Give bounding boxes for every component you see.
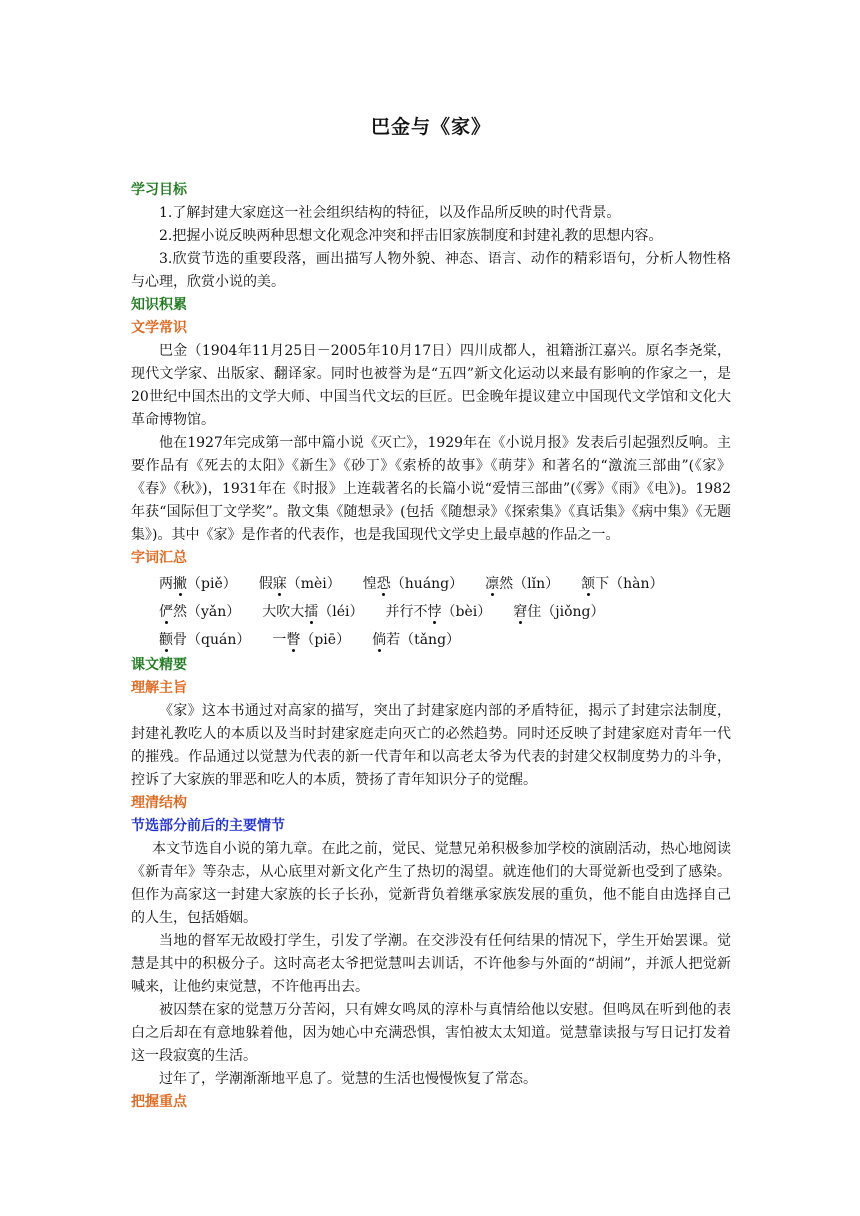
vocab-item-prefix: 假	[258, 576, 273, 592]
knowledge-heading: 知识积累	[131, 297, 187, 313]
vocab-item	[513, 604, 604, 620]
vocab-item-dotted-char: 寐	[272, 576, 287, 592]
page-title: 巴金与《家》	[370, 116, 491, 138]
vocab-item	[159, 632, 250, 648]
vocab-item-prefix: 惶	[362, 576, 377, 592]
vocab-item-dotted-char: 凛	[485, 576, 500, 592]
vocab-item-suffix: 然（lǐn）	[499, 576, 560, 592]
goal-item-3: 3.欣赏节选的重要段落，画出描写人物外貌、神态、语言、动作的精彩语句，分析人物性格与心理，欣赏小说的美。	[131, 251, 731, 290]
vocab-item	[485, 576, 559, 592]
vocab-item	[262, 604, 363, 620]
vocab-item-suffix: 然（yǎn）	[173, 604, 241, 620]
literature-paragraph-2: 他在1927年完成第一部中篇小说《灭亡》，1929年在《小说月报》发表后引起强烈反响。主要作品有《死去的太阳》《新生》《砂丁》《索桥的故事》《萌芽》和著名的“激流三部曲”(《家》《春》《秋》)，1931年在《时报》上连载著名的长篇小说“爱情三部曲”(《雾》《雨》《电》)。1982年获“国际但丁文学奖”。散文集《随想录》(包括《随想录》《探索集》《真话集》《病中集》《无题集》)。其中《家》是作者的代表作，也是我国现代文学史上最卓越的作品之一。	[131, 435, 731, 543]
vocab-item	[159, 576, 237, 592]
vocab-item-suffix: （piě）	[187, 576, 237, 592]
vocab-item-suffix: 若（tǎng）	[386, 632, 461, 648]
theme-heading: 理解主旨	[131, 680, 187, 696]
vocab-item	[259, 576, 341, 592]
vocab-item-suffix: （mèi）	[286, 576, 341, 592]
vocab-item-dotted-char: 颧	[159, 632, 173, 648]
plot-paragraph-3: 被囚禁在家的觉慧万分苦闷，只有婢女鸣凤的淳朴与真情给他以安慰。但鸣凤在听到他的表白之后却在有意地躲着他，因为她心中充满恐惧，害怕被太太知道。觉慧靠读报与写日记打发着这一段寂寞的生活。	[131, 1002, 731, 1064]
goals-heading: 学习目标	[131, 182, 187, 198]
vocab-item-dotted-char: 瞥	[286, 632, 301, 648]
plot-paragraph-1: 本文节选自小说的第九章。在此之前，觉民、觉慧兄弟积极参加学校的演剧活动，热心地阅读《新青年》等杂志，从心底里对新文化产生了热切的渴望。就连他们的大哥觉新也受到了感染。但作为高家这一封建大家族的长子长孙，觉新背负着继承家族发展的重负，他不能自由选择自己的人生，包括婚姻。	[131, 841, 731, 926]
vocab-row	[131, 598, 731, 626]
plot-paragraph-2: 当地的督军无故殴打学生，引发了学潮。在交涉没有任何结果的情况下，学生开始罢课。觉慧是其中的积极分子。这时高老太爷把觉慧叫去训话，不许他参与外面的“胡闹”，并派人把觉新喊来，让他约束觉慧，不许他再出去。	[131, 933, 731, 995]
vocab-item	[363, 576, 463, 592]
vocab-item-prefix: 并行不	[385, 604, 428, 620]
document-page	[131, 112, 731, 1114]
vocab-item-suffix: （piē）	[300, 632, 351, 648]
vocab-item-dotted-char: 俨	[159, 604, 173, 620]
vocab-item	[581, 576, 663, 592]
vocab-item	[272, 632, 350, 648]
vocab-item-dotted-char: 撇	[173, 576, 187, 592]
vocab-item-suffix: 住（jiǒng）	[527, 604, 605, 620]
vocab-item-dotted-char: 恐	[376, 576, 391, 592]
vocab-row	[131, 570, 731, 598]
vocab-item	[159, 604, 240, 620]
plot-heading: 节选部分前后的主要情节	[131, 818, 285, 834]
structure-heading: 理清结构	[131, 795, 187, 811]
vocab-item-dotted-char: 悖	[427, 604, 442, 620]
vocab-item	[386, 604, 492, 620]
vocab-item-dotted-char: 颔	[581, 576, 596, 592]
literature-paragraph-1: 巴金（1904年11月25日－2005年10月17日）四川成都人，祖籍浙江嘉兴。原名李尧棠，现代文学家、出版家、翻译家。同时也被誉为是“五四”新文化运动以来最有影响的作家之一，是20世纪中国杰出的文学大师、中国当代文坛的巨匠。巴金晚年提议建立中国现代文学馆和文化大革命博物馆。	[131, 343, 731, 428]
key-points-heading: 把握重点	[131, 1094, 187, 1110]
plot-paragraph-4: 过年了，学潮渐渐地平息了。觉慧的生活也慢慢恢复了常态。	[159, 1071, 537, 1087]
vocab-item	[372, 632, 460, 648]
theme-paragraph: 《家》这本书通过对高家的描写，突出了封建家庭内部的矛盾特征，揭示了封建宗法制度，封建礼教吃人的本质以及当时封建家庭走向灭亡的必然趋势。同时还反映了封建家庭对青年一代的摧残。作品通过以觉慧为代表的新一代青年和以高老太爷为代表的封建父权制度势力的斗争，控诉了大家族的罪恶和吃人的本质，赞扬了青年知识分子的觉醒。	[131, 703, 731, 788]
vocab-list	[131, 570, 731, 654]
vocab-item-prefix: 一	[272, 632, 287, 648]
vocab-item-dotted-char: 倘	[372, 632, 387, 648]
literature-heading: 文学常识	[131, 320, 187, 336]
vocab-item-suffix: 骨（quán）	[173, 632, 251, 648]
vocab-item-suffix: （léi）	[318, 604, 364, 620]
vocab-item-dotted-char: 窘	[513, 604, 528, 620]
goal-item-2: 2.把握小说反映两种思想文化观念冲突和抨击旧家族制度和封建礼教的思想内容。	[159, 228, 663, 244]
vocab-heading: 字词汇总	[131, 550, 187, 566]
vocab-item-dotted-char: 擂	[304, 604, 319, 620]
vocab-item-suffix: （bèi）	[441, 604, 492, 620]
vocab-item-suffix: （huáng）	[390, 576, 464, 592]
goal-item-1: 1.了解封建大家庭这一社会组织结构的特征，以及作品所反映的时代背景。	[159, 205, 621, 221]
essence-heading: 课文精要	[131, 657, 187, 673]
vocab-item-prefix: 两	[159, 576, 173, 592]
vocab-item-prefix: 大吹大	[262, 604, 305, 620]
vocab-row	[131, 626, 731, 654]
vocab-item-suffix: 下（hàn）	[595, 576, 664, 592]
